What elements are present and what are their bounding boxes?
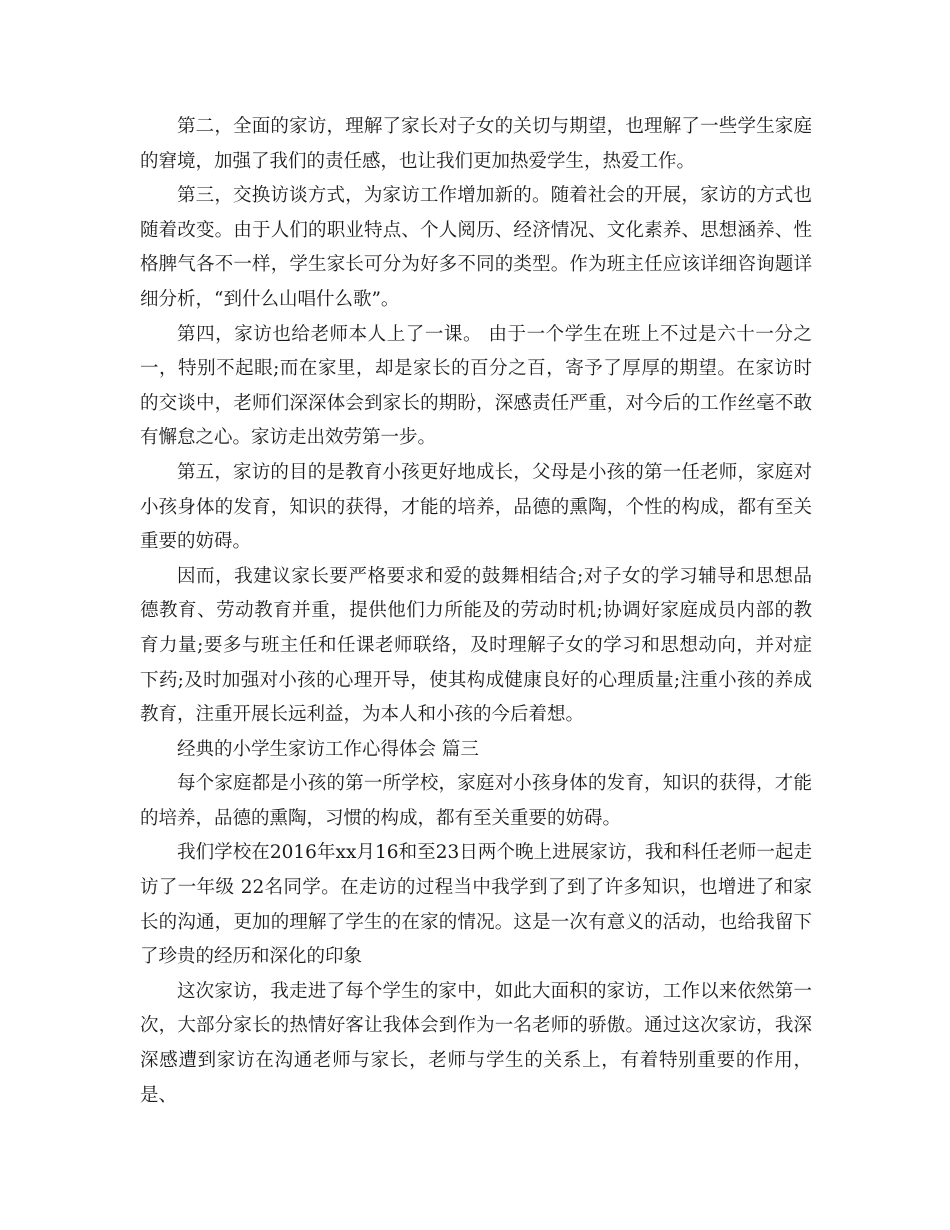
document-body [140,110,812,1113]
paragraph-family-school: 每个家庭都是小孩的第一所学校，家庭对小孩身体的发育，知识的获得，才能的培养，品德的熏陶，习惯的构成，都有至关重要的妨碍。 [140,773,812,829]
paragraph-home-visit-reflection: 这次家访，我走进了每个学生的家中，如此大面积的家访，工作以来依然第一次，大部分家长的热情好客让我体会到作为一名老师的骄傲。通过这次家访，我深深感遭到家访在沟通老师与家长，老师与学生的关系上，有着特别重要的作用，是、 [140,980,812,1106]
paragraph-suggestions: 因而，我建议家长要严格要求和爱的鼓舞相结合;对子女的学习辅导和思想品德教育、劳动教育并重，提供他们力所能及的劳动时机;协调好家庭成员内部的教育力量;要多与班主任和任课老师联络，及时理解子女的学习和思想动向，并对症下药;及时加强对小孩的心理开导，使其构成健康良好的心理质量;注重小孩的养成教育，注重开展长远利益，为本人和小孩的今后着想。 [140,565,812,726]
paragraph-fifth-point: 第五，家访的目的是教育小孩更好地成长，父母是小孩的第一任老师，家庭对小孩身体的发育，知识的获得，才能的培养，品德的熏陶，个性的构成，都有至关重要的妨碍。 [140,461,812,553]
paragraph-home-visit-dates: 我们学校在2016年xx月16和至23日两个晚上进展家访，我和科任老师一起走访了一年级 22名同学。在走访的过程当中我学到了到了许多知识，也增进了和家长的沟通，更加的理解了学生的在家的情况。这是一次有意义的活动，也给我留下了珍贵的经历和深化的印象 [140,842,812,968]
paragraph-fourth-point: 第四，家访也给老师本人上了一课。 由于一个学生在班上不过是六十一分之一，特别不起眼;而在家里，却是家长的百分之百，寄予了厚厚的期望。在家访时的交谈中，老师们深深体会到家长的期盼，深感责任严重，对今后的工作丝毫不敢有懈怠之心。家访走出效劳第一步。 [140,323,812,449]
paragraph-third-point: 第三，交换访谈方式，为家访工作增加新的。随着社会的开展，家访的方式也随着改变。由于人们的职业特点、个人阅历、经济情况、文化素养、思想涵养、性格脾气各不一样，学生家长可分为好多不同的类型。作为班主任应该详细咨询题详细分析，“到什么山唱什么歌”。 [140,185,812,310]
paragraph-second-point: 第二，全面的家访，理解了家长对子女的关切与期望，也理解了一些学生家庭的窘境，加强了我们的责任感，也让我们更加热爱学生，热爱工作。 [140,116,812,172]
section-heading: 经典的小学生家访工作心得体会 篇三 [177,738,479,760]
